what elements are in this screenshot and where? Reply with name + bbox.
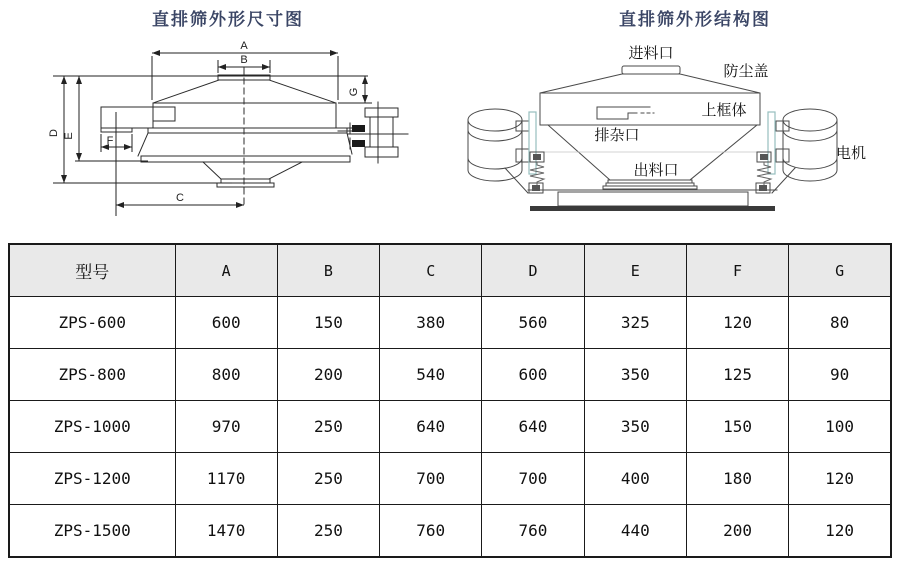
cell-g: 90 bbox=[789, 349, 891, 401]
table-row bbox=[9, 453, 891, 505]
cell-c: 760 bbox=[380, 505, 482, 558]
label-upper-frame: 上框体 bbox=[701, 103, 747, 119]
cell-d: 760 bbox=[482, 505, 584, 558]
cell-model: ZPS-1000 bbox=[9, 401, 175, 453]
dim-label-f: F bbox=[106, 135, 114, 147]
cell-b: 250 bbox=[277, 505, 379, 558]
cell-g: 80 bbox=[789, 297, 891, 349]
cell-c: 540 bbox=[380, 349, 482, 401]
dim-label-e: E bbox=[63, 132, 75, 140]
cell-e: 325 bbox=[584, 297, 686, 349]
cell-g: 120 bbox=[789, 453, 891, 505]
label-feed-inlet: 进料口 bbox=[628, 46, 674, 62]
label-motor: 电机 bbox=[835, 146, 867, 162]
cell-g: 120 bbox=[789, 505, 891, 558]
table-row bbox=[9, 401, 891, 453]
cell-a: 800 bbox=[175, 349, 277, 401]
table-header-row bbox=[9, 244, 891, 297]
cell-d: 560 bbox=[482, 297, 584, 349]
cell-e: 440 bbox=[584, 505, 686, 558]
label-impurity-port: 排杂口 bbox=[594, 128, 640, 144]
dim-label-b: B bbox=[240, 54, 248, 66]
col-header-e: E bbox=[584, 244, 686, 297]
cell-a: 1170 bbox=[175, 453, 277, 505]
table-row bbox=[9, 505, 891, 558]
cell-f: 180 bbox=[686, 453, 788, 505]
cell-c: 380 bbox=[380, 297, 482, 349]
structure-labels bbox=[594, 45, 866, 179]
spec-table bbox=[8, 243, 892, 558]
table-row bbox=[9, 349, 891, 401]
cell-f: 150 bbox=[686, 401, 788, 453]
structure-diagram-title: 直排筛外形结构图 bbox=[619, 10, 771, 29]
structure-outline bbox=[468, 66, 837, 211]
cell-f: 200 bbox=[686, 505, 788, 558]
cell-d: 640 bbox=[482, 401, 584, 453]
cell-e: 400 bbox=[584, 453, 686, 505]
cell-b: 200 bbox=[277, 349, 379, 401]
label-dust-cover: 防尘盖 bbox=[723, 64, 769, 80]
sieve-outline bbox=[101, 68, 408, 207]
cell-b: 150 bbox=[277, 297, 379, 349]
col-header-a: A bbox=[175, 244, 277, 297]
col-header-c: C bbox=[380, 244, 482, 297]
dimension-diagram bbox=[0, 0, 450, 235]
col-header-g: G bbox=[789, 244, 891, 297]
cell-model: ZPS-800 bbox=[9, 349, 175, 401]
col-header-d: D bbox=[482, 244, 584, 297]
cell-d: 700 bbox=[482, 453, 584, 505]
cell-a: 1470 bbox=[175, 505, 277, 558]
cell-b: 250 bbox=[277, 401, 379, 453]
cell-b: 250 bbox=[277, 453, 379, 505]
col-header-f: F bbox=[686, 244, 788, 297]
col-header-model: 型号 bbox=[9, 244, 175, 297]
dim-label-g: G bbox=[348, 87, 360, 97]
cell-model: ZPS-1500 bbox=[9, 505, 175, 558]
cell-c: 640 bbox=[380, 401, 482, 453]
dim-label-a: A bbox=[240, 40, 248, 52]
cell-model: ZPS-1200 bbox=[9, 453, 175, 505]
dim-label-d: D bbox=[48, 129, 60, 137]
cell-a: 600 bbox=[175, 297, 277, 349]
cell-a: 970 bbox=[175, 401, 277, 453]
cell-model: ZPS-600 bbox=[9, 297, 175, 349]
cell-e: 350 bbox=[584, 401, 686, 453]
dim-label-c: C bbox=[176, 192, 184, 204]
cell-c: 700 bbox=[380, 453, 482, 505]
table-row bbox=[9, 297, 891, 349]
dimension-diagram-title: 直排筛外形尺寸图 bbox=[152, 10, 304, 29]
label-discharge-port: 出料口 bbox=[633, 163, 679, 179]
cell-f: 120 bbox=[686, 297, 788, 349]
cell-f: 125 bbox=[686, 349, 788, 401]
col-header-b: B bbox=[277, 244, 379, 297]
cell-e: 350 bbox=[584, 349, 686, 401]
structure-diagram bbox=[450, 0, 900, 235]
cell-g: 100 bbox=[789, 401, 891, 453]
cell-d: 600 bbox=[482, 349, 584, 401]
